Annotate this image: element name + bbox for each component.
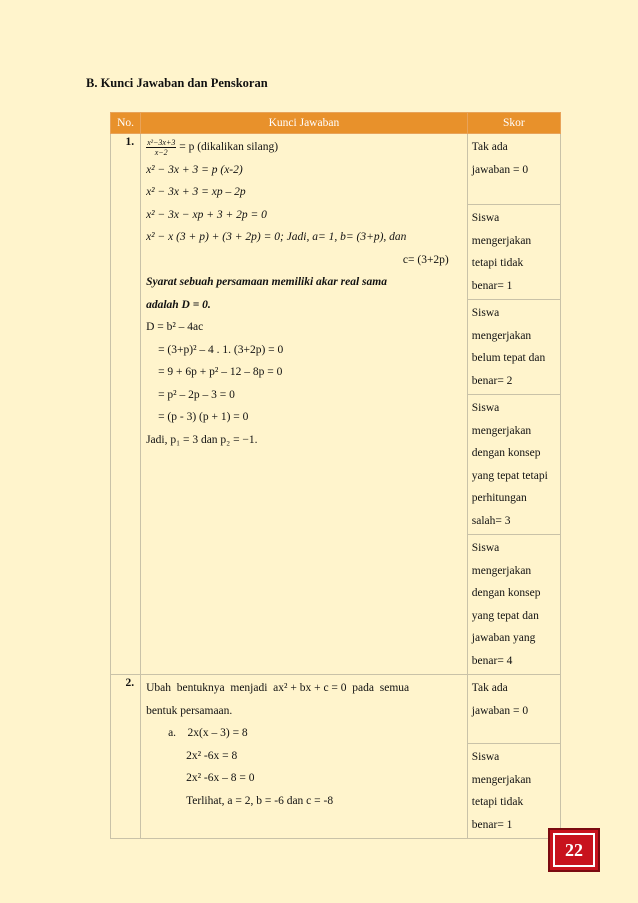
score-text: mengerjakan <box>471 329 532 342</box>
fraction-numerator: x²−3x+3 <box>147 137 176 147</box>
answer-line: = p² – 2p – 3 = 0 <box>158 388 235 401</box>
section-title: B. Kunci Jawaban dan Penskoran <box>86 76 268 90</box>
score-text: jawaban = 0 <box>471 163 529 176</box>
score-text: dengan konsep <box>471 587 541 599</box>
score-block <box>468 535 560 674</box>
score-text: jawaban = 0 <box>471 704 529 717</box>
score-cell <box>467 675 560 839</box>
score-block <box>468 300 560 395</box>
answer-cell <box>141 675 468 839</box>
answer-line: bentuk persamaan. <box>146 704 233 717</box>
answer-line: x² − 3x + 3 = xp – 2p <box>146 186 246 198</box>
answer-cell <box>141 134 468 675</box>
score-block <box>468 395 560 535</box>
answer-line: = (3+p)² – 4 . 1. (3+2p) = 0 <box>158 343 284 356</box>
score-block <box>468 134 560 205</box>
answer-line: Syarat sebuah persamaan memiliki akar real sama <box>146 276 387 288</box>
score-text: yang tepat tetapi <box>471 469 548 482</box>
score-block <box>468 675 560 744</box>
score-text: Siswa <box>471 402 500 414</box>
fraction-denominator: x−2 <box>154 147 168 157</box>
score-text: benar= 4 <box>471 654 513 667</box>
score-text: benar= 1 <box>471 818 513 831</box>
page-number-badge <box>548 828 600 872</box>
answer-line: 2x² -6x = 8 <box>186 749 238 762</box>
score-text: tetapi tidak <box>471 796 524 808</box>
score-text: jawaban yang <box>471 632 536 644</box>
answer-line: D = b² – 4ac <box>146 321 204 333</box>
table-row <box>111 675 561 839</box>
score-block <box>468 744 560 838</box>
score-text: mengerjakan <box>471 424 532 437</box>
score-text: mengerjakan <box>471 773 532 786</box>
score-text: perhitungan <box>471 492 527 504</box>
score-text: benar= 1 <box>471 279 513 292</box>
answer-line: x² − x (3 + p) + (3 + 2p) = 0; Jadi, a= 1, b= (3+p), dan <box>146 231 407 243</box>
answer-line: Terlihat, a = 2, b = -6 dan c = -8 <box>186 794 334 807</box>
answer-line <box>146 136 463 159</box>
table-header-row <box>111 113 561 134</box>
answer-line: c= (3+2p) <box>402 253 449 266</box>
header-score: Skor <box>467 113 560 134</box>
score-text: Tak ada <box>471 682 508 694</box>
answer-line: a. 2x(x – 3) = 8 <box>168 727 248 739</box>
answer-key-table <box>110 112 561 839</box>
score-text: Siswa <box>471 751 500 763</box>
score-text: benar= 2 <box>471 374 513 387</box>
answer-line: x² − 3x + 3 = p (x-2) <box>146 163 243 176</box>
score-text: dengan konsep <box>471 447 541 459</box>
score-text: Tak ada <box>471 141 508 153</box>
answer-line: 2x² -6x – 8 = 0 <box>186 772 255 784</box>
fraction <box>146 138 176 157</box>
score-text: tetapi tidak <box>471 257 524 269</box>
question-number: 1. <box>111 134 141 675</box>
header-answer: Kunci Jawaban <box>141 113 468 134</box>
answer-line: x² − 3x − xp + 3 + 2p = 0 <box>146 208 267 221</box>
header-no: No. <box>111 113 141 134</box>
answer-line: = (p - 3) (p + 1) = 0 <box>158 411 249 423</box>
answer-text: = p (dikalikan silang) <box>176 141 279 153</box>
score-text: Siswa <box>471 307 500 319</box>
table-row <box>111 134 561 675</box>
score-text: mengerjakan <box>471 234 532 247</box>
answer-line: Jadi, p₁ = 3 dan p₂ = −1. <box>146 433 258 446</box>
answer-line: adalah D = 0. <box>146 298 211 311</box>
score-block <box>468 205 560 300</box>
answer-line: = 9 + 6p + p² – 12 – 8p = 0 <box>158 366 283 378</box>
score-text: belum tepat dan <box>471 352 546 364</box>
score-text: yang tepat dan <box>471 609 539 622</box>
page-number: 22 <box>553 833 595 867</box>
score-cell <box>467 134 560 675</box>
answer-line: Ubah bentuknya menjadi ax² + bx + c = 0 pada semua <box>146 682 410 694</box>
score-text: Siswa <box>471 542 500 554</box>
score-text: mengerjakan <box>471 564 532 577</box>
question-number: 2. <box>111 675 141 839</box>
score-text: Siswa <box>471 212 500 224</box>
score-text: salah= 3 <box>471 514 511 527</box>
